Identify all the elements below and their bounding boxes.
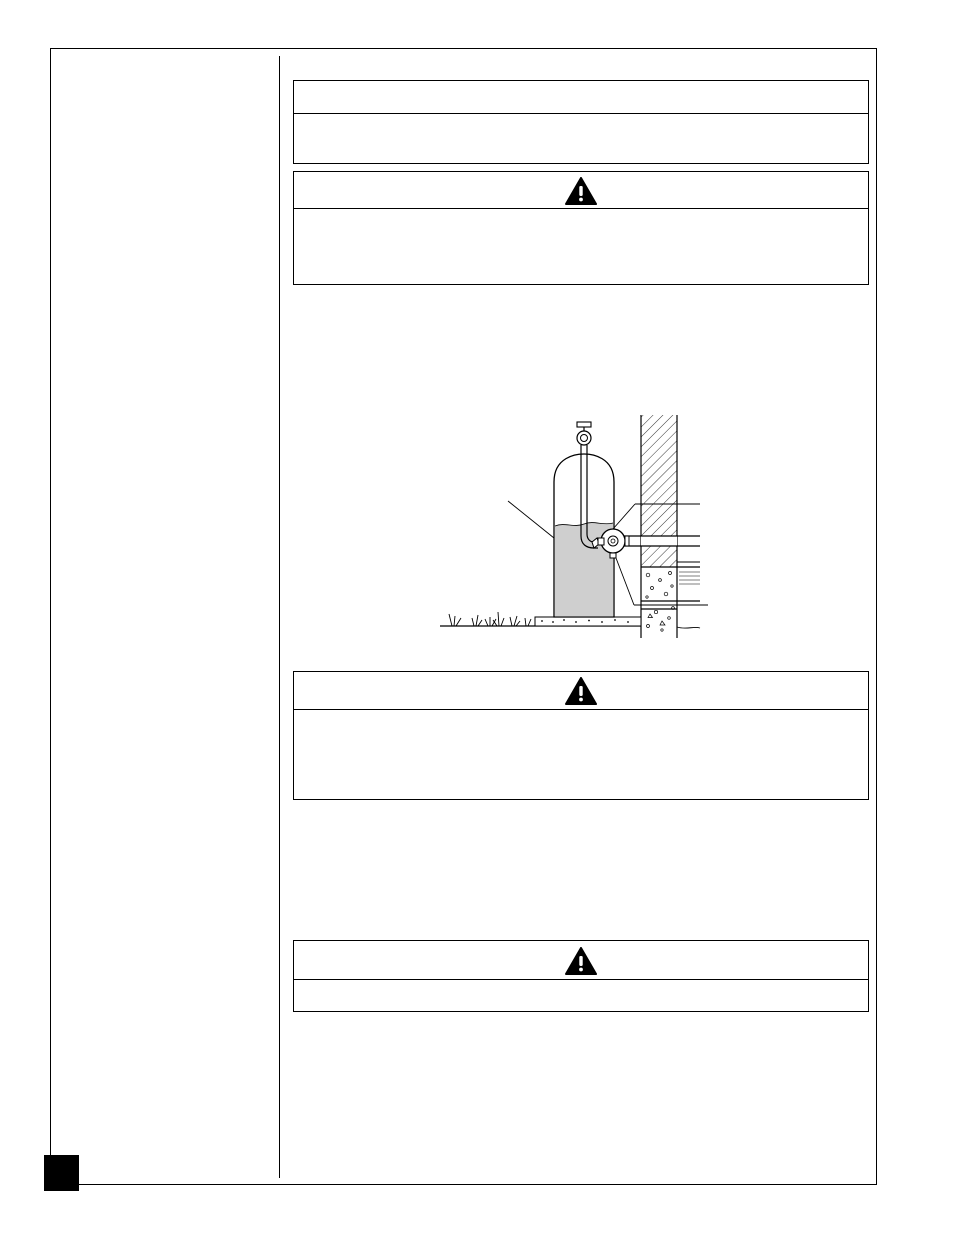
concrete-pad <box>535 617 641 626</box>
propane-tank-illustration <box>438 412 708 644</box>
notice-box <box>293 80 869 164</box>
notice-box-heading <box>294 81 868 89</box>
column-divider <box>279 56 280 1178</box>
warning-box-2 <box>293 671 869 800</box>
warning-box-2-header <box>294 672 868 710</box>
warning-triangle-icon <box>565 177 597 205</box>
tank-valve <box>577 431 591 445</box>
regulator-leader-line <box>613 504 635 529</box>
vent-leader-line <box>616 558 634 605</box>
warning-box-1-header <box>294 172 868 209</box>
regulator <box>601 529 625 553</box>
warning-box-2-body <box>294 710 868 718</box>
warning-box-3-header <box>294 941 868 980</box>
warning-box-3 <box>293 940 869 1012</box>
tank-leader-line <box>508 501 554 538</box>
notice-box-body <box>294 114 868 122</box>
warning-triangle-icon <box>565 947 597 975</box>
page-number-tab <box>44 1155 79 1191</box>
warning-box-1 <box>293 171 869 285</box>
warning-box-1-body <box>294 209 868 217</box>
warning-box-3-body <box>294 980 868 988</box>
grass <box>449 612 531 626</box>
notice-box-header <box>294 81 868 114</box>
warning-triangle-icon <box>565 677 597 705</box>
